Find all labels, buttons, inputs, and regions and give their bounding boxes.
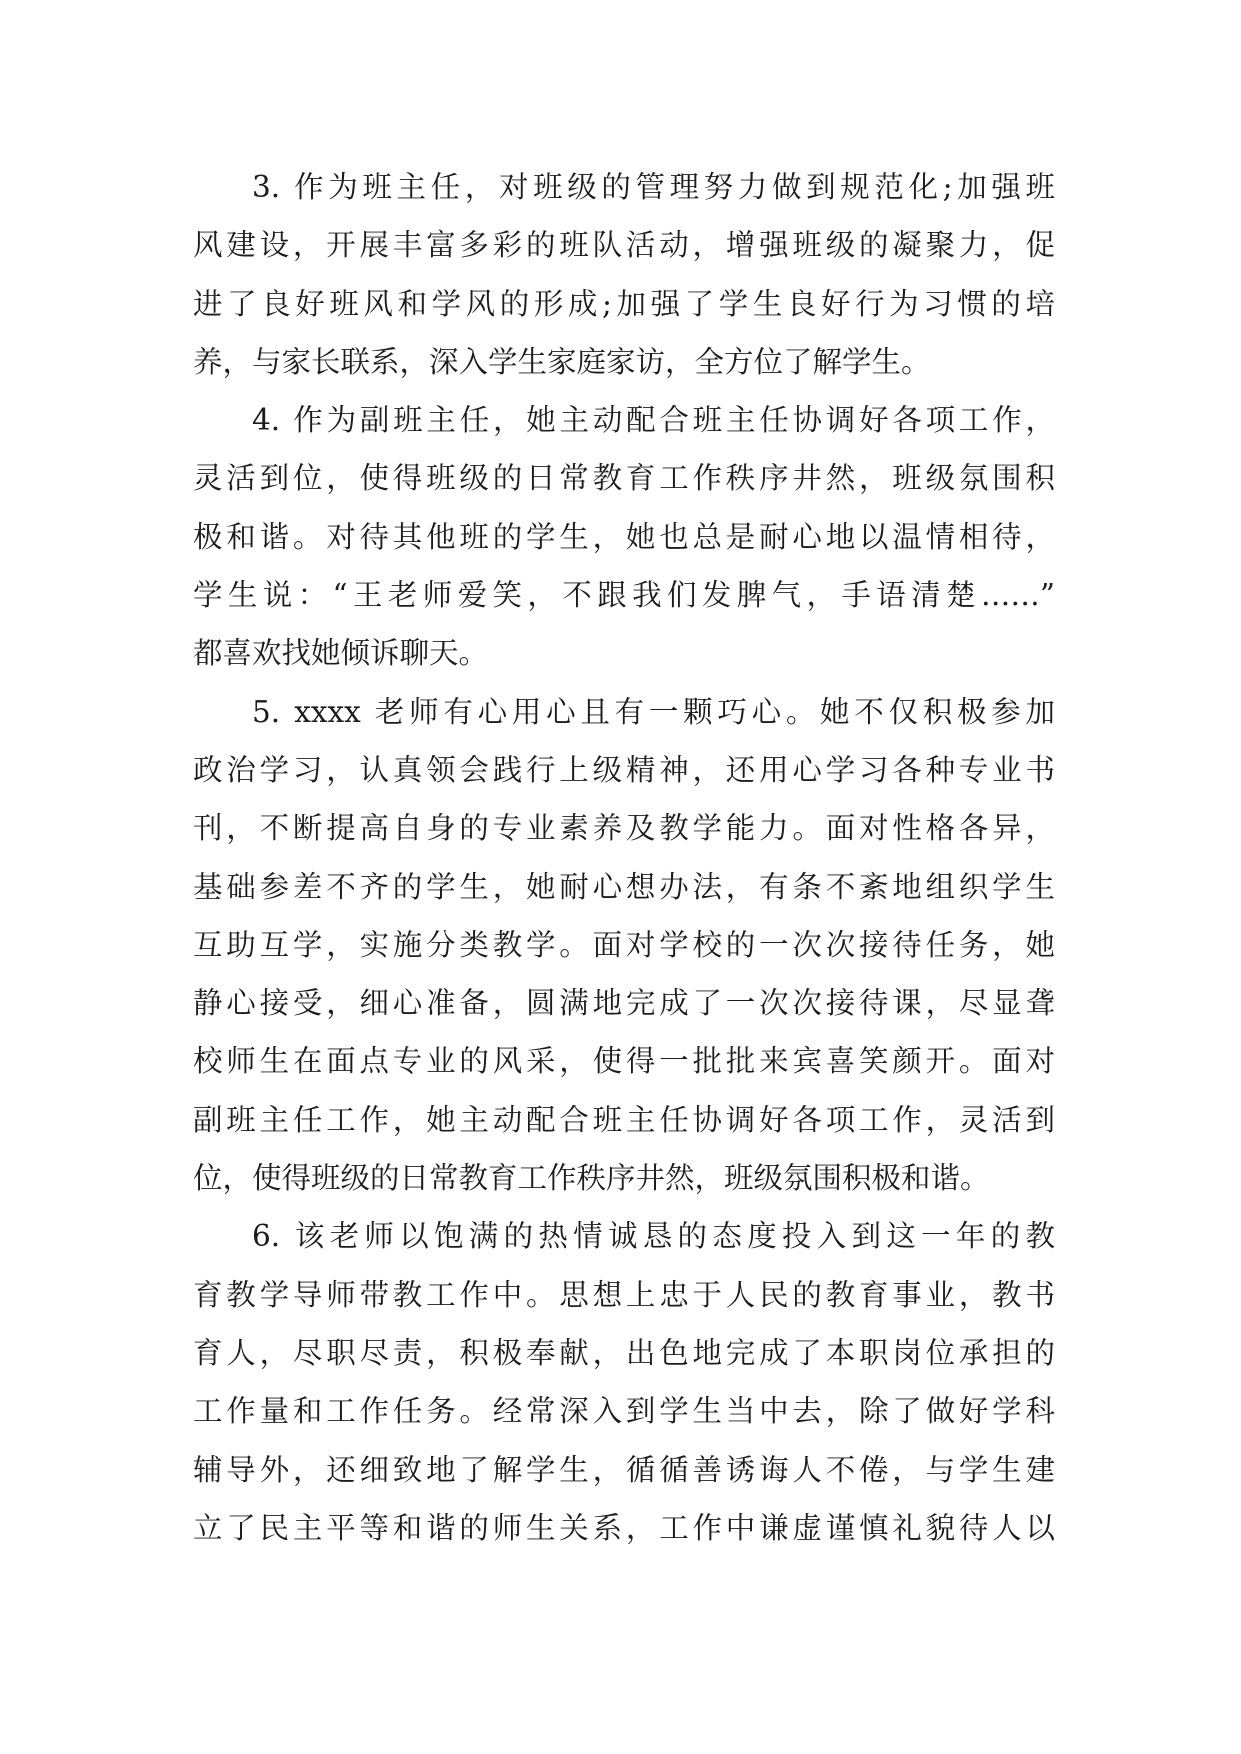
paragraph-3-line-3: 进了良好班风和学风的形成;加强了学生良好行为习惯的培	[193, 286, 1055, 321]
paragraph-4-line-5: 都喜欢找她倾诉聊天。	[193, 636, 489, 671]
paragraph-6-line-6: 立了民主平等和谐的师生关系，工作中谦虚谨慎礼貌待人以	[193, 1510, 1055, 1545]
paragraph-4-line-3: 极和谐。对待其他班的学生，她也总是耐心地以温情相待，	[193, 519, 1055, 554]
paragraph-5-line-7: 校师生在面点专业的风采，使得一批批来宾喜笑颜开。面对	[193, 1044, 1055, 1079]
paragraph-6-line-4: 工作量和工作任务。经常深入到学生当中去，除了做好学科	[193, 1394, 1055, 1429]
paragraph-6-line-5: 辅导外，还细致地了解学生，循循善诱诲人不倦，与学生建	[193, 1452, 1055, 1487]
document-body	[193, 158, 1055, 1557]
paragraph-3-line-2: 风建设，开展丰富多彩的班队活动，增强班级的凝聚力，促	[193, 228, 1055, 263]
paragraph-4-line-4: 学生说：“王老师爱笑，不跟我们发脾气，手语清楚……”	[193, 578, 1055, 613]
paragraph-3-line-1: 3. 作为班主任，对班级的管理努力做到规范化;加强班	[252, 170, 1055, 204]
paragraph-5-line-8: 副班主任工作，她主动配合班主任协调好各项工作，灵活到	[193, 1102, 1055, 1137]
paragraph-4-line-1: 4. 作为副班主任，她主动配合班主任协调好各项工作，	[252, 403, 1055, 438]
paragraph-6-line-2: 育教学导师带教工作中。思想上忠于人民的教育事业，教书	[193, 1277, 1055, 1312]
paragraph-6-line-3: 育人，尽职尽责，积极奉献，出色地完成了本职岗位承担的	[193, 1335, 1055, 1370]
paragraph-6-line-1: 6. 该老师以饱满的热情诚恳的态度投入到这一年的教	[252, 1219, 1055, 1254]
paragraph-5-line-2: 政治学习，认真领会践行上级精神，还用心学习各种专业书	[193, 752, 1055, 787]
paragraph-5-line-5: 互助互学，实施分类教学。面对学校的一次次接待任务，她	[193, 927, 1055, 962]
paragraph-3-line-4: 养，与家长联系，深入学生家庭家访，全方位了解学生。	[193, 344, 931, 379]
paragraph-5-line-4: 基础参差不齐的学生，她耐心想办法，有条不紊地组织学生	[193, 869, 1055, 904]
paragraph-5-line-9: 位，使得班级的日常教育工作秩序井然，班级氛围积极和谐。	[193, 1161, 990, 1196]
paragraph-5-line-6: 静心接受，细心准备，圆满地完成了一次次接待课，尽显聋	[193, 986, 1055, 1021]
paragraph-4-line-2: 灵活到位，使得班级的日常教育工作秩序井然，班级氛围积	[193, 461, 1055, 496]
paragraph-5-line-3: 刊，不断提高自身的专业素养及教学能力。面对性格各异，	[193, 811, 1055, 846]
paragraph-5-line-1: 5. xxxx 老师有心用心且有一颗巧心。她不仅积极参加	[252, 694, 1055, 729]
